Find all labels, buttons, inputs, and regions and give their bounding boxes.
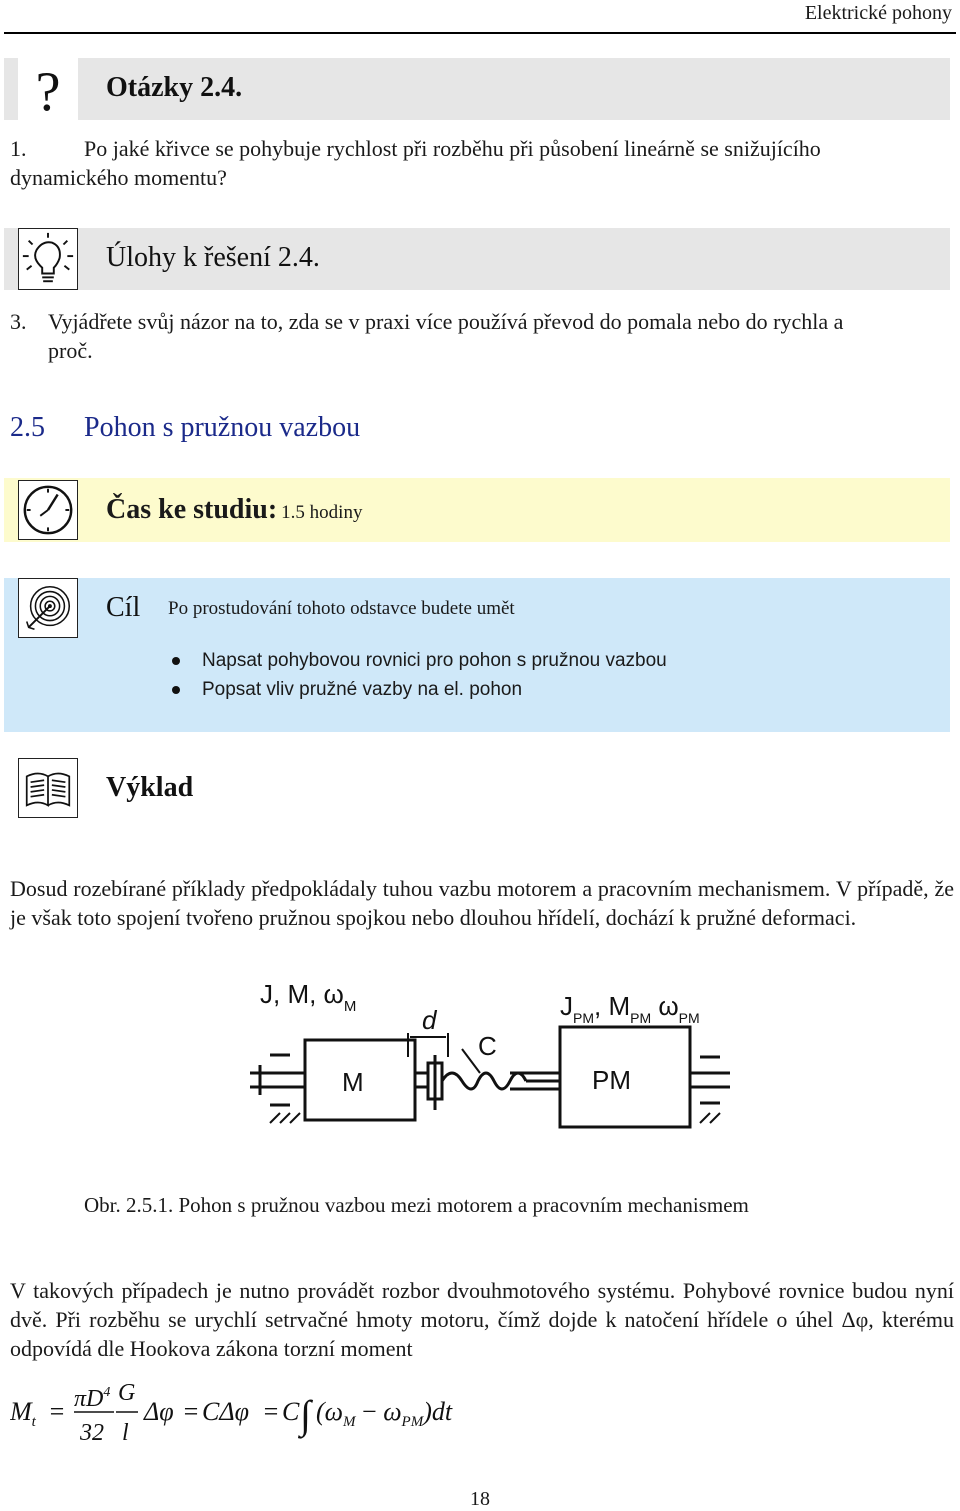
task-text-line1: Vyjádřete svůj názor na to, zda se v praxi více používá převod do pomala nebo do rychla a xyxy=(48,309,844,334)
svg-text:=: = xyxy=(182,1397,200,1426)
svg-text:CΔφ: CΔφ xyxy=(202,1397,249,1426)
section-number: 2.5 xyxy=(10,412,45,443)
task-number: 3. xyxy=(10,309,27,334)
target-icon xyxy=(18,578,78,638)
svg-text:=: = xyxy=(262,1397,280,1426)
figure-label-pm: PM xyxy=(592,1065,631,1095)
svg-text:l: l xyxy=(122,1420,129,1446)
section-heading xyxy=(10,412,360,444)
svg-text:Δφ: Δφ xyxy=(144,1397,174,1426)
goal-list xyxy=(170,646,667,704)
bullet-icon xyxy=(172,686,180,694)
question-text-line1: Po jaké křivce se pohybuje rychlost při rozběhu při působení lineárně se snižujícího xyxy=(84,136,821,161)
goal-item: Napsat pohybovou rovnici pro pohon s pružnou vazbou xyxy=(170,646,667,675)
svg-text:πD4: $\pi D^4$ xyxy=(74,1385,111,1412)
explanation-title: Výklad xyxy=(106,772,194,803)
goal-label: Cíl xyxy=(106,592,141,623)
question-icon xyxy=(18,58,78,120)
book-icon xyxy=(18,758,78,818)
page-number: 18 xyxy=(470,1488,490,1510)
figure-label-right: $J_{PM}$, $M_{PM}$ $\omega_{PM}$ xyxy=(560,991,700,1026)
running-header: Elektrické pohony xyxy=(804,2,952,24)
paragraph-1: Dosud rozebírané příklady předpokládaly tuhou vazbu motorem a pracovním mechanismem. V případě, že je však toto spojení tvořeno pružnou spojkou nebo dlouhou hřídelí, dochází k pružné deformaci. xyxy=(10,876,954,930)
goal-intro: Po prostudování tohoto odstavce budete umět xyxy=(168,598,515,619)
svg-text:Mt: $M_t$ xyxy=(10,1397,36,1430)
svg-text:G: G xyxy=(118,1380,136,1406)
svg-text:=: = xyxy=(48,1397,66,1426)
figure-label-motor: M xyxy=(342,1067,364,1097)
section-title: Pohon s pružnou vazbou xyxy=(84,412,361,443)
elastic-coupling-figure xyxy=(230,965,750,1155)
header-rule xyxy=(4,32,956,34)
svg-text:∫: ∫ xyxy=(300,1392,311,1437)
study-time-label: Čas ke studiu: xyxy=(106,494,278,525)
figure-label-d: d xyxy=(422,1005,437,1035)
lightbulb-icon xyxy=(18,228,78,290)
tasks-title: Úlohy k řešení 2.4. xyxy=(106,242,320,273)
question-text-line2: dynamického momentu? xyxy=(10,165,227,190)
figure-label-c: C xyxy=(478,1031,497,1061)
svg-text:32: 32 xyxy=(80,1420,104,1446)
goal-item: Popsat vliv pružné vazby na el. pohon xyxy=(170,675,667,704)
task-text-line2: proč. xyxy=(48,338,93,363)
svg-text:C: C xyxy=(282,1397,300,1426)
clock-icon xyxy=(18,480,78,540)
svg-text:?: ? xyxy=(35,61,61,120)
study-time xyxy=(106,494,362,526)
study-time-value: 1.5 hodiny xyxy=(281,502,363,523)
question-number: 1. xyxy=(10,136,27,161)
figure-label-left: J, M, $\omega_M$ xyxy=(260,979,357,1015)
bullet-icon xyxy=(172,657,180,665)
questions-title: Otázky 2.4. xyxy=(106,72,243,103)
paragraph-2: V takových případech je nutno provádět rozbor dvouhmotového systému. Pohybové rovnice budou nyní dvě. Při rozběhu se urychlí setrvačné hmoty motoru, čímž dojde k natočení hřídele o úhel Δφ, kterému odpovídá dle Hookova zákona torzní moment xyxy=(10,1278,954,1361)
figure-caption: Obr. 2.5.1. Pohon s pružnou vazbou mezi motorem a pracovním mechanismem xyxy=(84,1193,749,1217)
torque-formula xyxy=(10,1378,470,1453)
svg-text:(ωM − ωPM)dt: $(\omega_M - \omega_{PM})dt$ xyxy=(316,1397,453,1430)
